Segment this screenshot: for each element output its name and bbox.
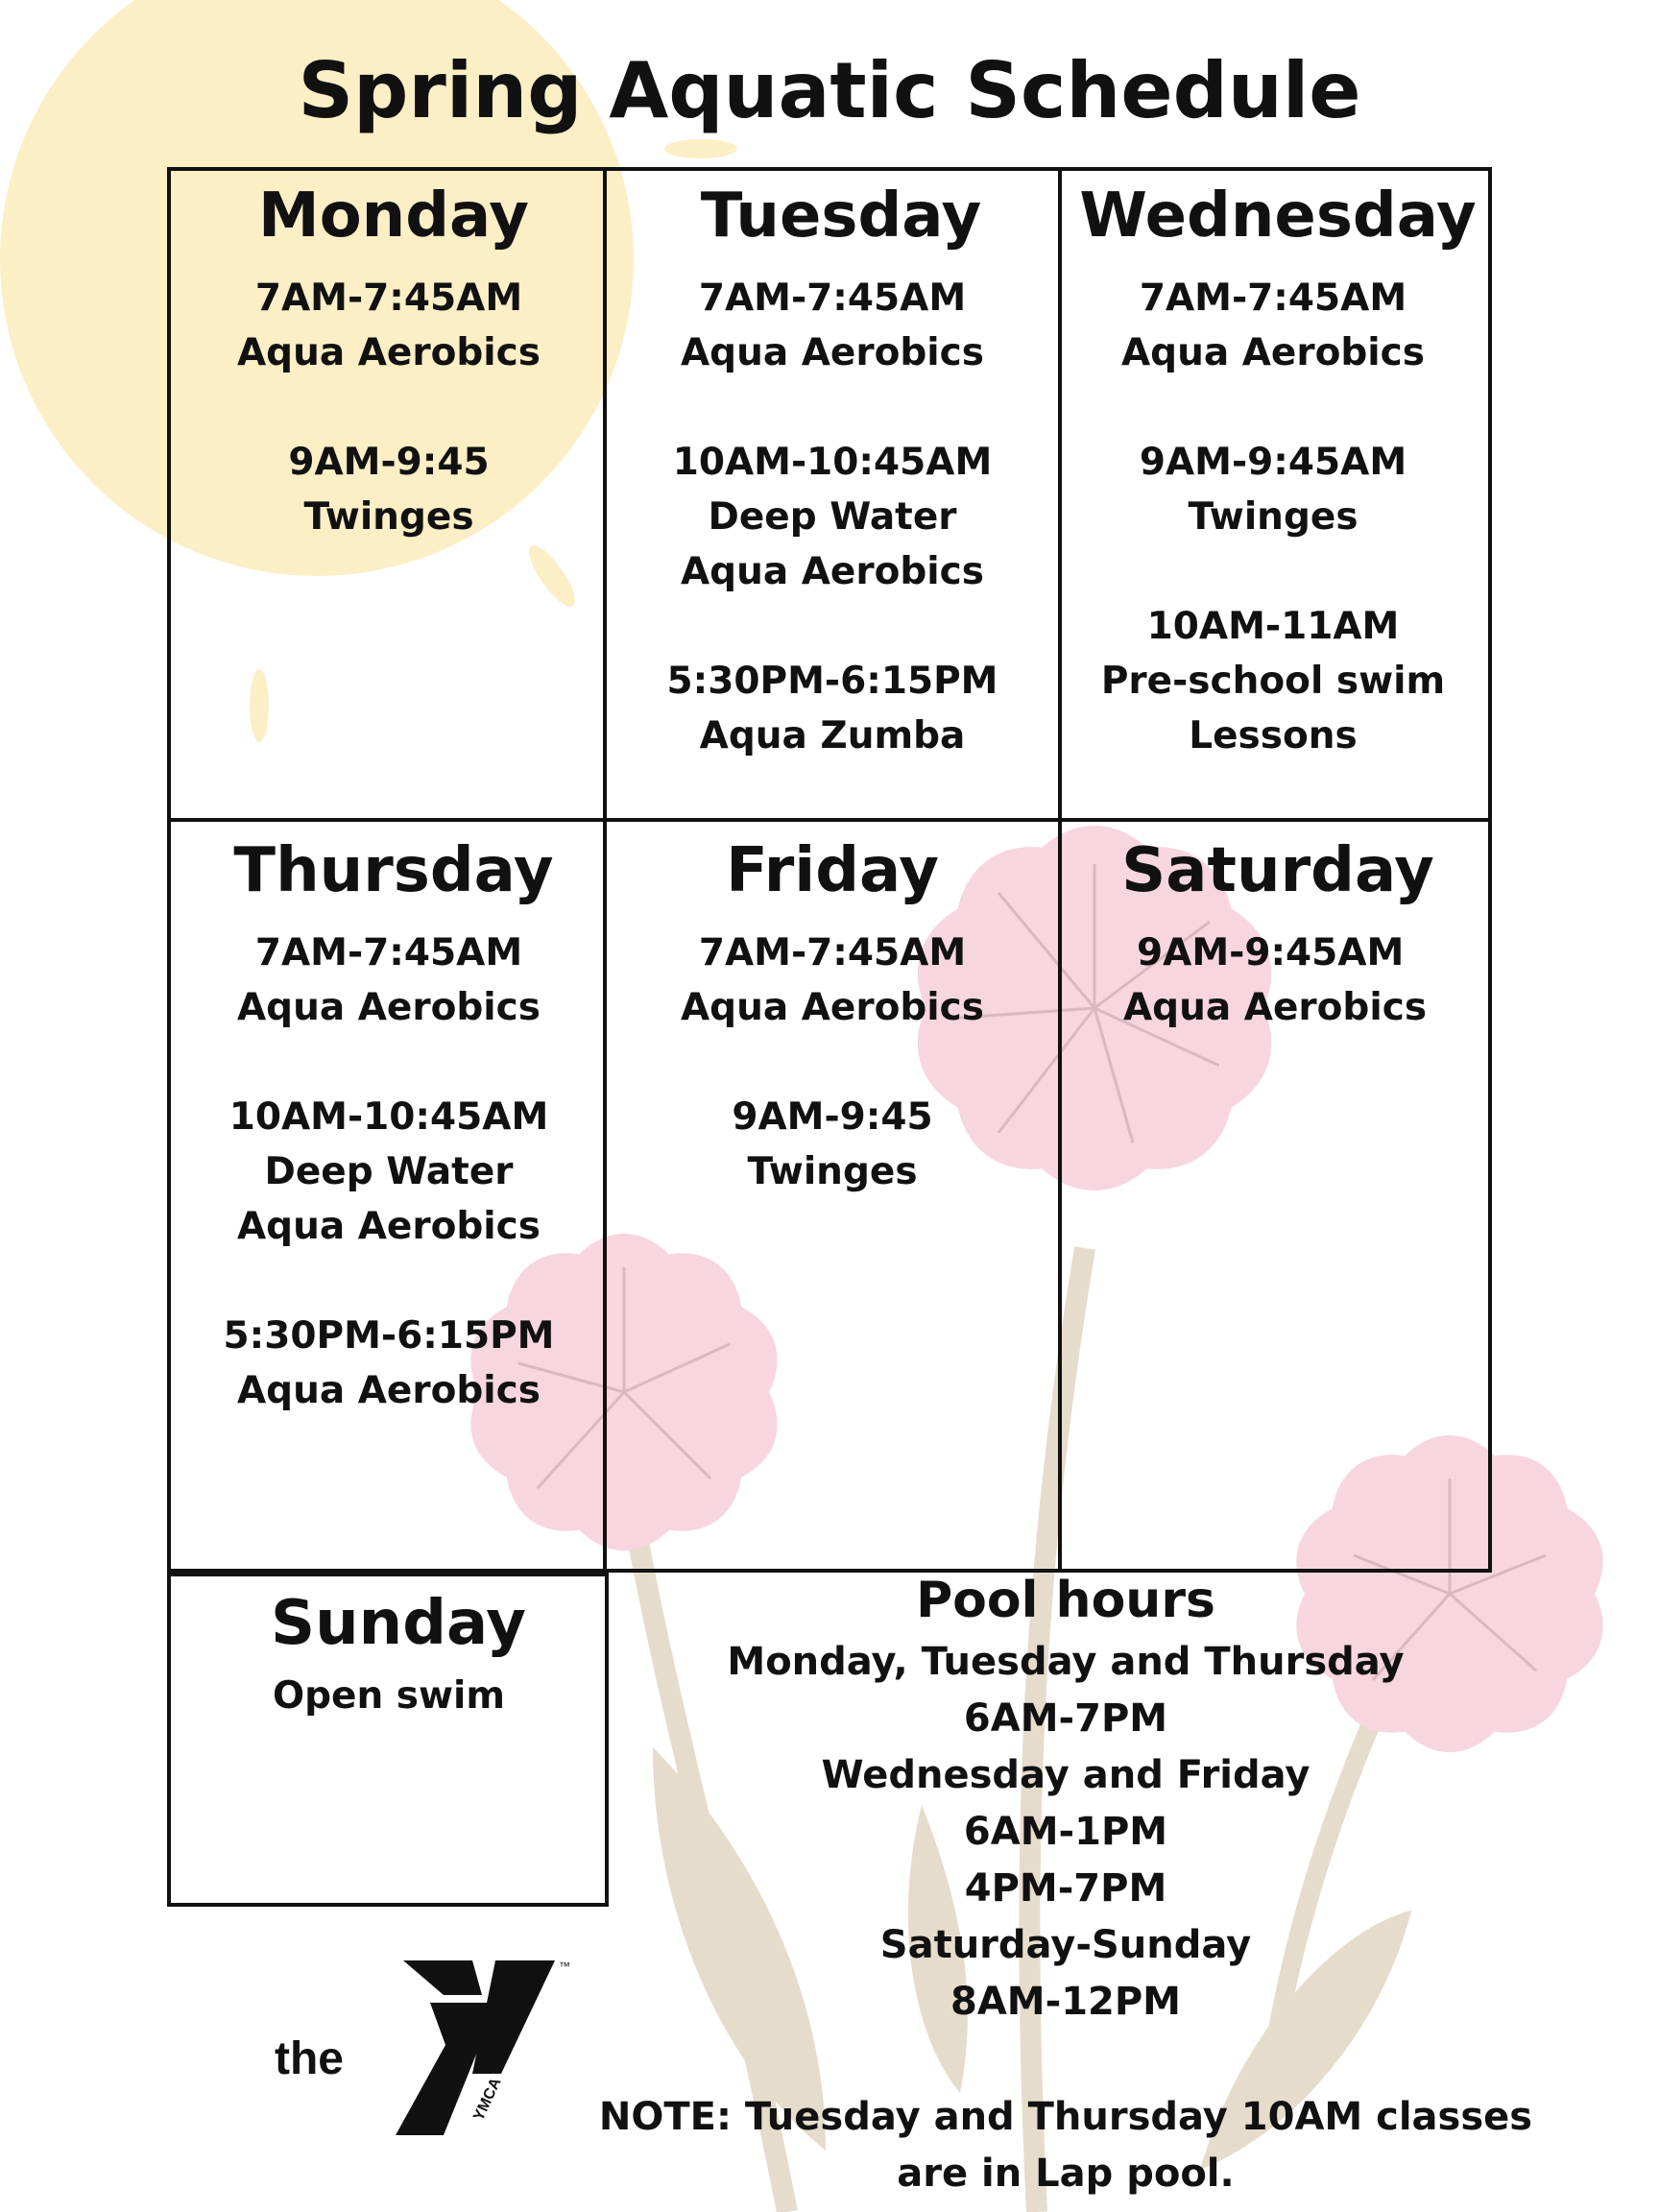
class-time: 10AM-10:45AM [672,441,993,484]
class-entry [173,1669,605,1723]
class-entry [173,926,605,1035]
class-list [607,926,1058,1199]
day-heading: Thursday [233,835,554,906]
day-cell-friday [607,828,1058,1254]
class-time: 9AM-9:45 [732,1095,933,1139]
pool-hours-line: 6AM-7PM [963,1696,1168,1741]
class-time: 7AM-7:45AM [698,276,967,320]
day-heading: Sunday [271,1588,526,1659]
pool-hours-line: 8AM-12PM [950,1980,1181,2024]
class-time: 10AM-11AM [1146,605,1400,648]
day-heading: Saturday [1121,835,1434,906]
day-heading: Monday [258,180,529,252]
class-time: 7AM-7:45AM [1139,276,1407,320]
day-heading: Friday [726,835,939,906]
class-name: Deep Water [264,1150,514,1193]
day-cell-wednesday [1062,173,1484,818]
day-heading: Tuesday [700,180,982,252]
class-name: Deep Water [708,495,957,539]
class-name: Aqua Aerobics [236,331,541,374]
grid-divider [167,818,1492,822]
class-entry [173,435,605,544]
class-time: 7AM-7:45AM [254,276,523,320]
note-text: NOTE: Tuesday and Thursday 10AM classes are in Lap pool. [598,2095,1533,2196]
class-name: Aqua Zumba [699,714,966,757]
class-name: Aqua Aerobics [680,550,985,593]
pool-hours-line: 4PM-7PM [964,1866,1167,1911]
class-list [607,271,1058,763]
class-name: Pre-school swim [1100,660,1446,703]
class-name: Aqua Aerobics [680,331,985,374]
class-entry [607,926,1058,1035]
class-entry [1062,599,1484,763]
day-cell-thursday [173,828,605,1473]
class-time: 9AM-9:45AM [1137,931,1405,974]
class-entry [173,1309,605,1418]
ymca-y-logo-icon [338,1959,588,2141]
class-name: Aqua Aerobics [236,986,541,1029]
class-entry [607,435,1058,599]
class-time: 10AM-10:45AM [228,1095,549,1139]
pool-hours-line: Monday, Tuesday and Thursday [727,1640,1405,1684]
class-time: 5:30PM-6:15PM [666,660,998,703]
class-entry [1062,271,1484,380]
class-list [173,926,605,1418]
day-cell-sunday [173,1575,605,1778]
logo-wordmark: YMCA [470,2075,505,2124]
class-time: 7AM-7:45AM [254,931,523,974]
pool-hours-line: 6AM-1PM [963,1810,1168,1854]
pool-hours-line: Wednesday and Friday [821,1753,1310,1797]
class-list [173,1669,605,1723]
class-entry [1062,435,1484,544]
class-time: 5:30PM-6:15PM [223,1314,555,1358]
logo-trademark: ™ [559,1960,570,1973]
day-cell-tuesday [607,173,1058,818]
class-name: Aqua Aerobics [236,1369,541,1412]
class-name: Lessons [1189,714,1358,757]
class-time: 9AM-9:45 [288,441,490,484]
logo-the-text: the [275,2033,344,2084]
day-heading: Wednesday [1079,180,1477,252]
class-name: Twinges [303,495,474,539]
class-list [1062,926,1484,1035]
class-entry [607,271,1058,380]
class-time: 9AM-9:45AM [1139,441,1407,484]
class-name: Aqua Aerobics [680,986,985,1029]
class-name: Aqua Aerobics [236,1205,541,1248]
class-list [1062,271,1484,763]
class-entry [173,1090,605,1254]
class-list [173,271,605,544]
class-name: Twinges [1188,495,1358,539]
class-time: 7AM-7:45AM [698,931,967,974]
day-cell-saturday [1062,828,1484,1090]
pool-hours-section [614,1567,1517,2031]
class-entry [607,1090,1058,1199]
class-entry [173,271,605,380]
day-cell-monday [173,173,605,599]
class-name: Aqua Aerobics [1123,986,1428,1029]
pool-hours-line: Saturday-Sunday [879,1923,1252,1967]
pool-hours-title: Pool hours [916,1572,1215,1629]
class-name: Open swim [272,1674,506,1718]
class-entry [607,654,1058,763]
sun-ray [664,139,737,158]
class-name: Aqua Aerobics [1120,331,1426,374]
class-name: Twinges [747,1150,918,1193]
page-title: Spring Aquatic Schedule [298,46,1361,135]
class-entry [1123,926,1484,1035]
